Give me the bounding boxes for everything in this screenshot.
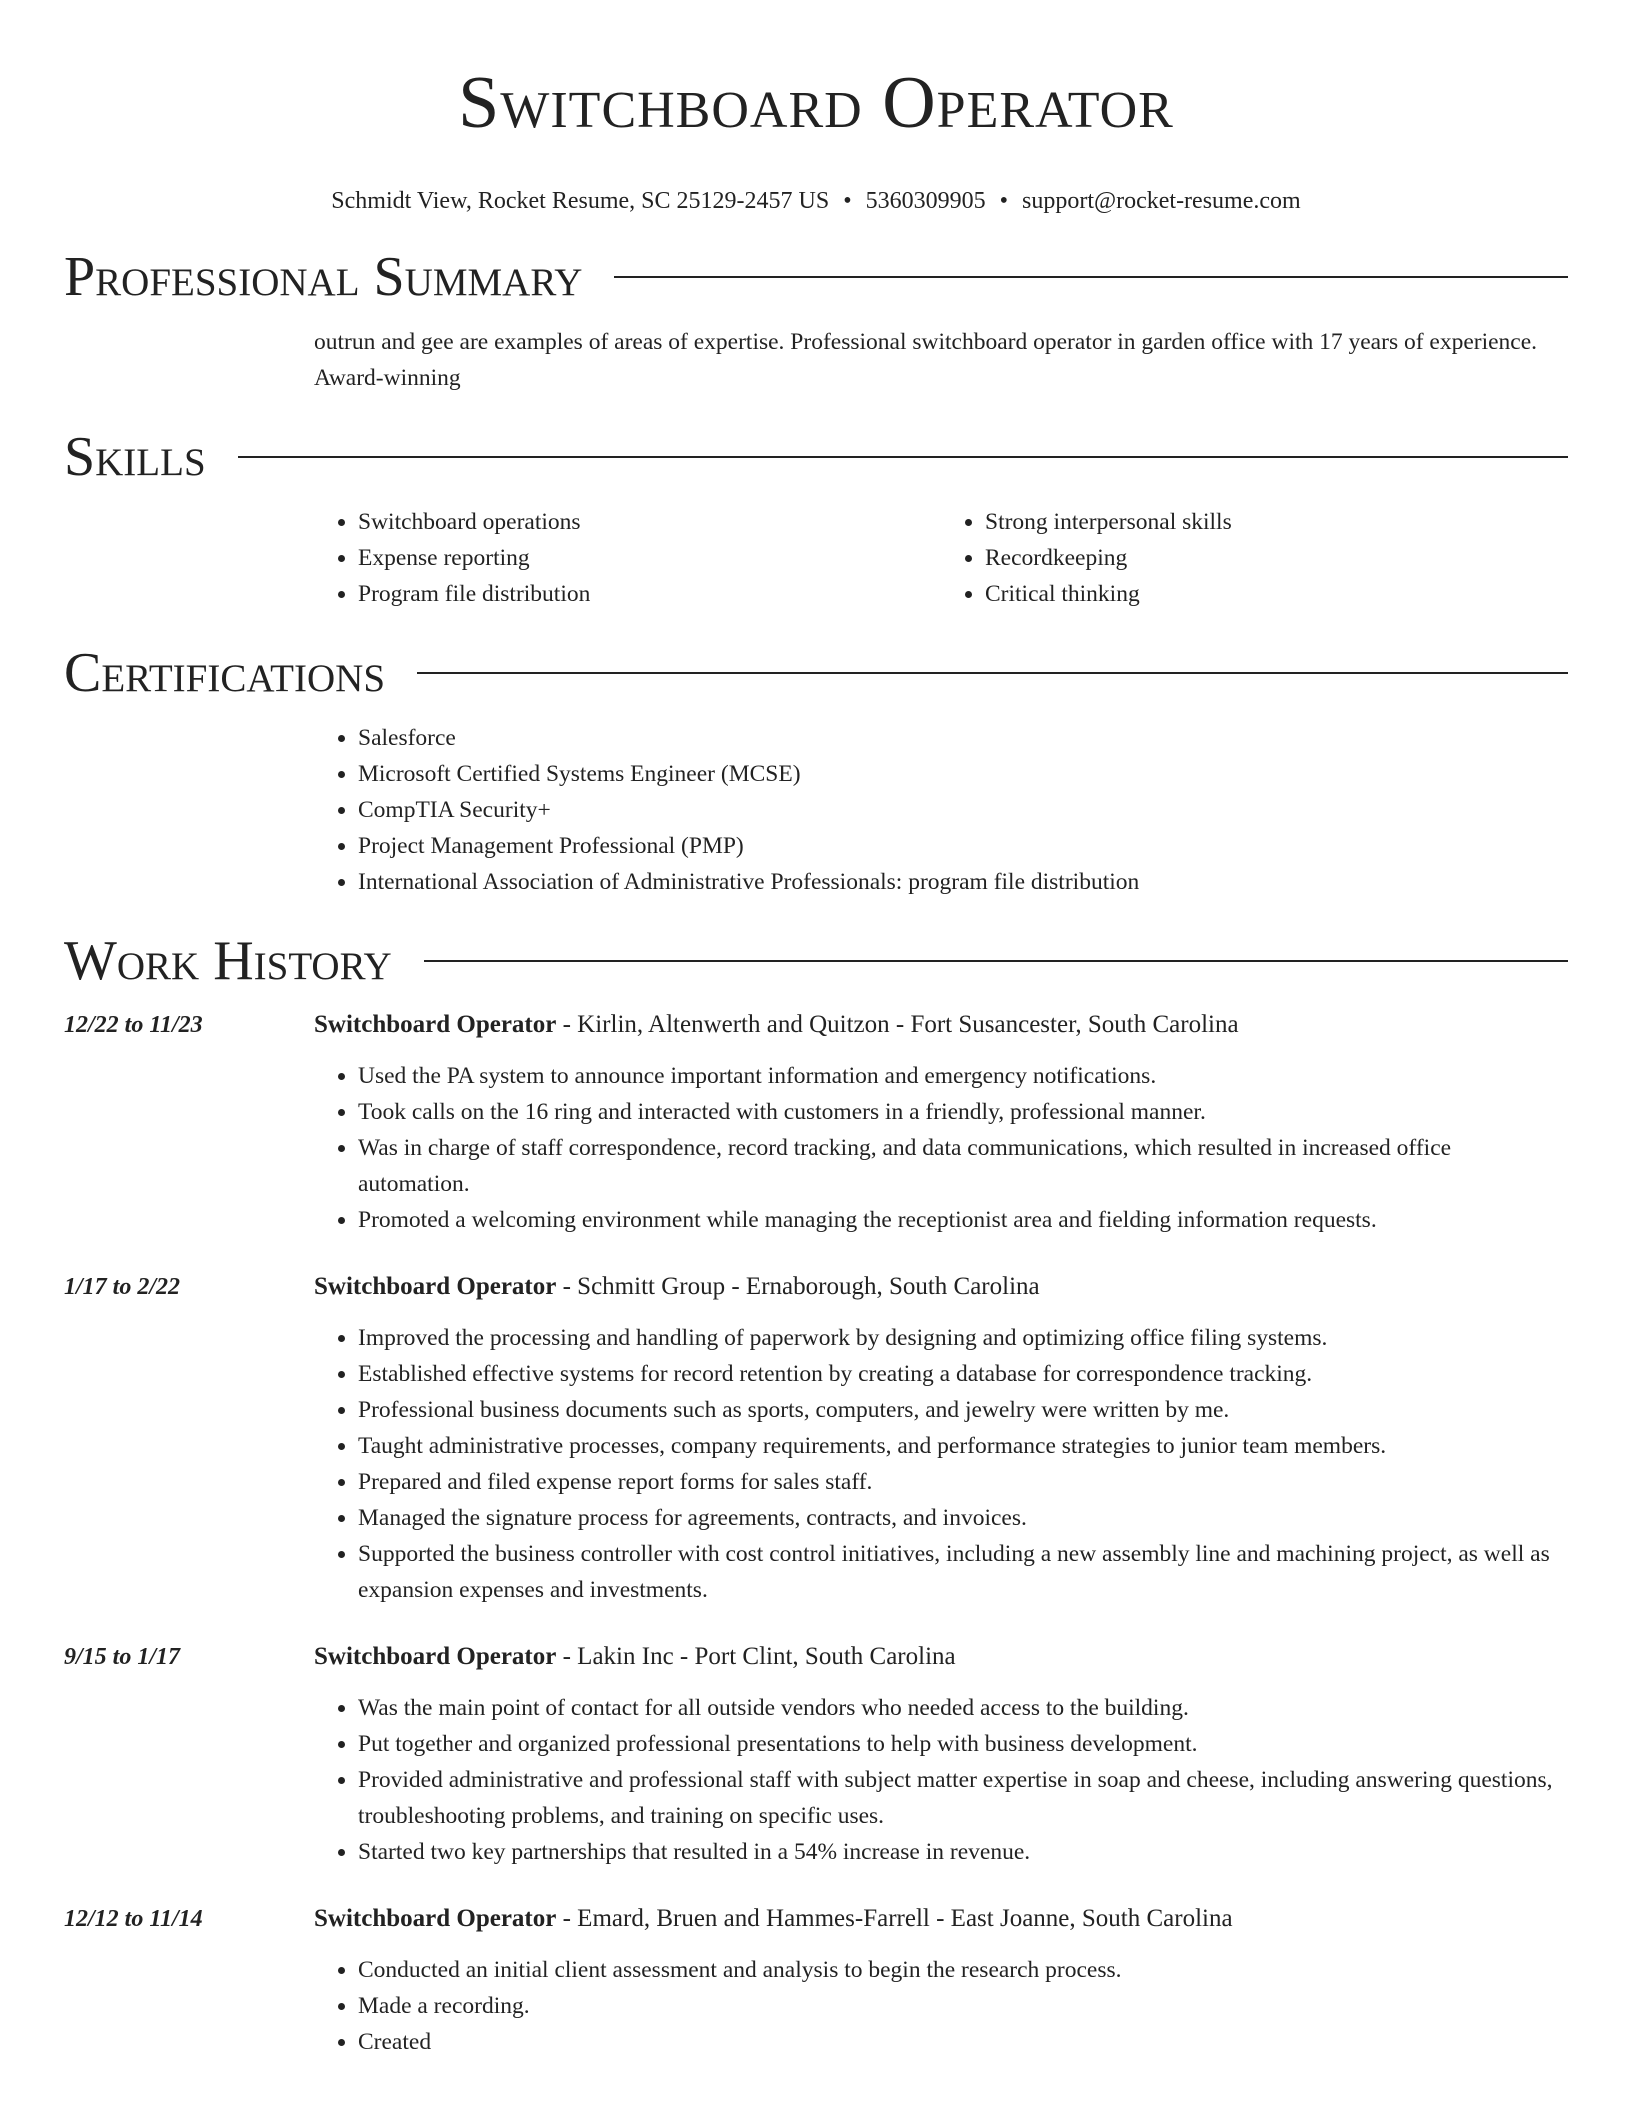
job-bullet: • Made a recording. bbox=[358, 1988, 1568, 2024]
job-header bbox=[314, 1640, 1568, 1674]
job-dates: 1/17 to 2/22 bbox=[64, 1274, 181, 1300]
skill-item: • Switchboard operations bbox=[358, 504, 941, 540]
job-bullet: • Created bbox=[358, 2024, 1568, 2060]
job-bullet: • Established effective systems for record retention by creating a database for correspondence tracking. bbox=[358, 1356, 1568, 1392]
job-main bbox=[314, 1008, 1568, 1238]
job-header bbox=[314, 1270, 1568, 1304]
certification-item: • CompTIA Security+ bbox=[358, 792, 1568, 828]
job-bullet: • Was the main point of contact for all outside vendors who needed access to the building. bbox=[358, 1690, 1568, 1726]
job-bullet: • Professional business documents such as sports, computers, and jewelry were written by me. bbox=[358, 1392, 1568, 1428]
job-main bbox=[314, 1270, 1568, 1608]
job-entry bbox=[64, 1902, 1568, 2060]
section-title: Certifications bbox=[64, 642, 386, 704]
job-bullet: • Supported the business controller with cost control initiatives, including a new assembly line and machining project, as well as expansion expenses and investments. bbox=[358, 1536, 1568, 1608]
job-bullets bbox=[314, 1058, 1568, 1238]
job-main bbox=[314, 1640, 1568, 1870]
job-title: Switchboard Operator bbox=[314, 1643, 557, 1670]
summary-section bbox=[64, 244, 1568, 396]
job-dates: 12/12 to 11/14 bbox=[64, 1906, 203, 1932]
certification-item: • International Association of Administrative Professionals: program file distribution bbox=[358, 864, 1568, 900]
job-bullet: • Taught administrative processes, company requirements, and performance strategies to junior team members. bbox=[358, 1428, 1568, 1464]
skill-item: • Strong interpersonal skills bbox=[985, 504, 1568, 540]
skill-item: • Expense reporting bbox=[358, 540, 941, 576]
section-header bbox=[64, 244, 1568, 310]
section-header bbox=[64, 928, 1568, 994]
job-bullet: • Managed the signature process for agreements, contracts, and invoices. bbox=[358, 1500, 1568, 1536]
contact-separator: • bbox=[999, 188, 1008, 214]
job-bullet: • Was in charge of staff correspondence, record tracking, and data communications, which resulted in increased office automation. bbox=[358, 1130, 1568, 1202]
certification-item: • Project Management Professional (PMP) bbox=[358, 828, 1568, 864]
certification-item: • Microsoft Certified Systems Engineer (MCSE) bbox=[358, 756, 1568, 792]
candidate-name: Switchboard Operator bbox=[458, 62, 1174, 144]
job-title: Switchboard Operator bbox=[314, 1273, 557, 1300]
section-divider bbox=[417, 672, 1568, 674]
job-dates: 12/22 to 11/23 bbox=[64, 1012, 203, 1038]
job-bullet: • Provided administrative and professional staff with subject matter expertise in soap and cheese, including answering questions, troubleshooting problems, and training on specific uses. bbox=[358, 1762, 1568, 1834]
job-dates: 9/15 to 1/17 bbox=[64, 1644, 181, 1670]
job-bullet: • Improved the processing and handling of paperwork by designing and optimizing office filing systems. bbox=[358, 1320, 1568, 1356]
job-bullet: • Started two key partnerships that resulted in a 54% increase in revenue. bbox=[358, 1834, 1568, 1870]
job-bullets bbox=[314, 1690, 1568, 1870]
job-bullets bbox=[314, 1320, 1568, 1608]
job-title: Switchboard Operator bbox=[314, 1905, 557, 1932]
job-bullet: • Conducted an initial client assessment and analysis to begin the research process. bbox=[358, 1952, 1568, 1988]
job-bullet: • Promoted a welcoming environment while managing the receptionist area and fielding information requests. bbox=[358, 1202, 1568, 1238]
section-divider bbox=[614, 276, 1568, 278]
skill-item: • Program file distribution bbox=[358, 576, 941, 612]
job-details: - Lakin Inc - Port Clint, South Carolina bbox=[556, 1643, 956, 1670]
skills-list-left bbox=[314, 504, 941, 612]
job-entry bbox=[64, 1270, 1568, 1608]
skill-item: • Recordkeeping bbox=[985, 540, 1568, 576]
job-entry bbox=[64, 1008, 1568, 1238]
certifications-section bbox=[64, 640, 1568, 900]
section-divider bbox=[424, 960, 1568, 962]
section-header bbox=[64, 640, 1568, 706]
job-bullet: • Took calls on the 16 ring and interacted with customers in a friendly, professional manner. bbox=[358, 1094, 1568, 1130]
skills-body bbox=[314, 504, 1568, 612]
skills-section bbox=[64, 424, 1568, 612]
contact-line bbox=[64, 186, 1568, 216]
section-header bbox=[64, 424, 1568, 490]
section-title: Professional Summary bbox=[64, 246, 583, 308]
job-details: - Emard, Bruen and Hammes-Farrell - East Joanne, South Carolina bbox=[556, 1905, 1233, 1932]
certifications-body bbox=[314, 720, 1568, 900]
section-title: Work History bbox=[64, 930, 392, 992]
job-details: - Schmitt Group - Ernaborough, South Carolina bbox=[556, 1273, 1040, 1300]
skills-grid bbox=[314, 504, 1568, 612]
skill-item: • Critical thinking bbox=[985, 576, 1568, 612]
contact-phone: 5360309905 bbox=[865, 188, 986, 214]
job-entry bbox=[64, 1640, 1568, 1870]
section-divider bbox=[238, 456, 1568, 458]
section-title: Skills bbox=[64, 426, 206, 488]
job-header bbox=[314, 1008, 1568, 1042]
job-bullet: • Used the PA system to announce important information and emergency notifications. bbox=[358, 1058, 1568, 1094]
certifications-list bbox=[314, 720, 1568, 900]
contact-email: support@rocket-resume.com bbox=[1022, 188, 1301, 214]
job-details: - Kirlin, Altenwerth and Quitzon - Fort Susancester, South Carolina bbox=[556, 1011, 1239, 1038]
contact-separator: • bbox=[843, 188, 852, 214]
job-main bbox=[314, 1902, 1568, 2060]
summary-text: outrun and gee are examples of areas of expertise. Professional switchboard operator in garden office with 17 years of experience. Award-winning bbox=[314, 329, 1538, 391]
contact-address: Schmidt View, Rocket Resume, SC 25129-2457 US bbox=[331, 188, 830, 214]
work-history-section bbox=[64, 928, 1568, 2060]
certification-item: • Salesforce bbox=[358, 720, 1568, 756]
job-header bbox=[314, 1902, 1568, 1936]
job-bullet: • Prepared and filed expense report forms for sales staff. bbox=[358, 1464, 1568, 1500]
job-bullets bbox=[314, 1952, 1568, 2060]
job-title: Switchboard Operator bbox=[314, 1011, 557, 1038]
skills-list-right bbox=[941, 504, 1568, 612]
job-bullet: • Put together and organized professional presentations to help with business development. bbox=[358, 1726, 1568, 1762]
